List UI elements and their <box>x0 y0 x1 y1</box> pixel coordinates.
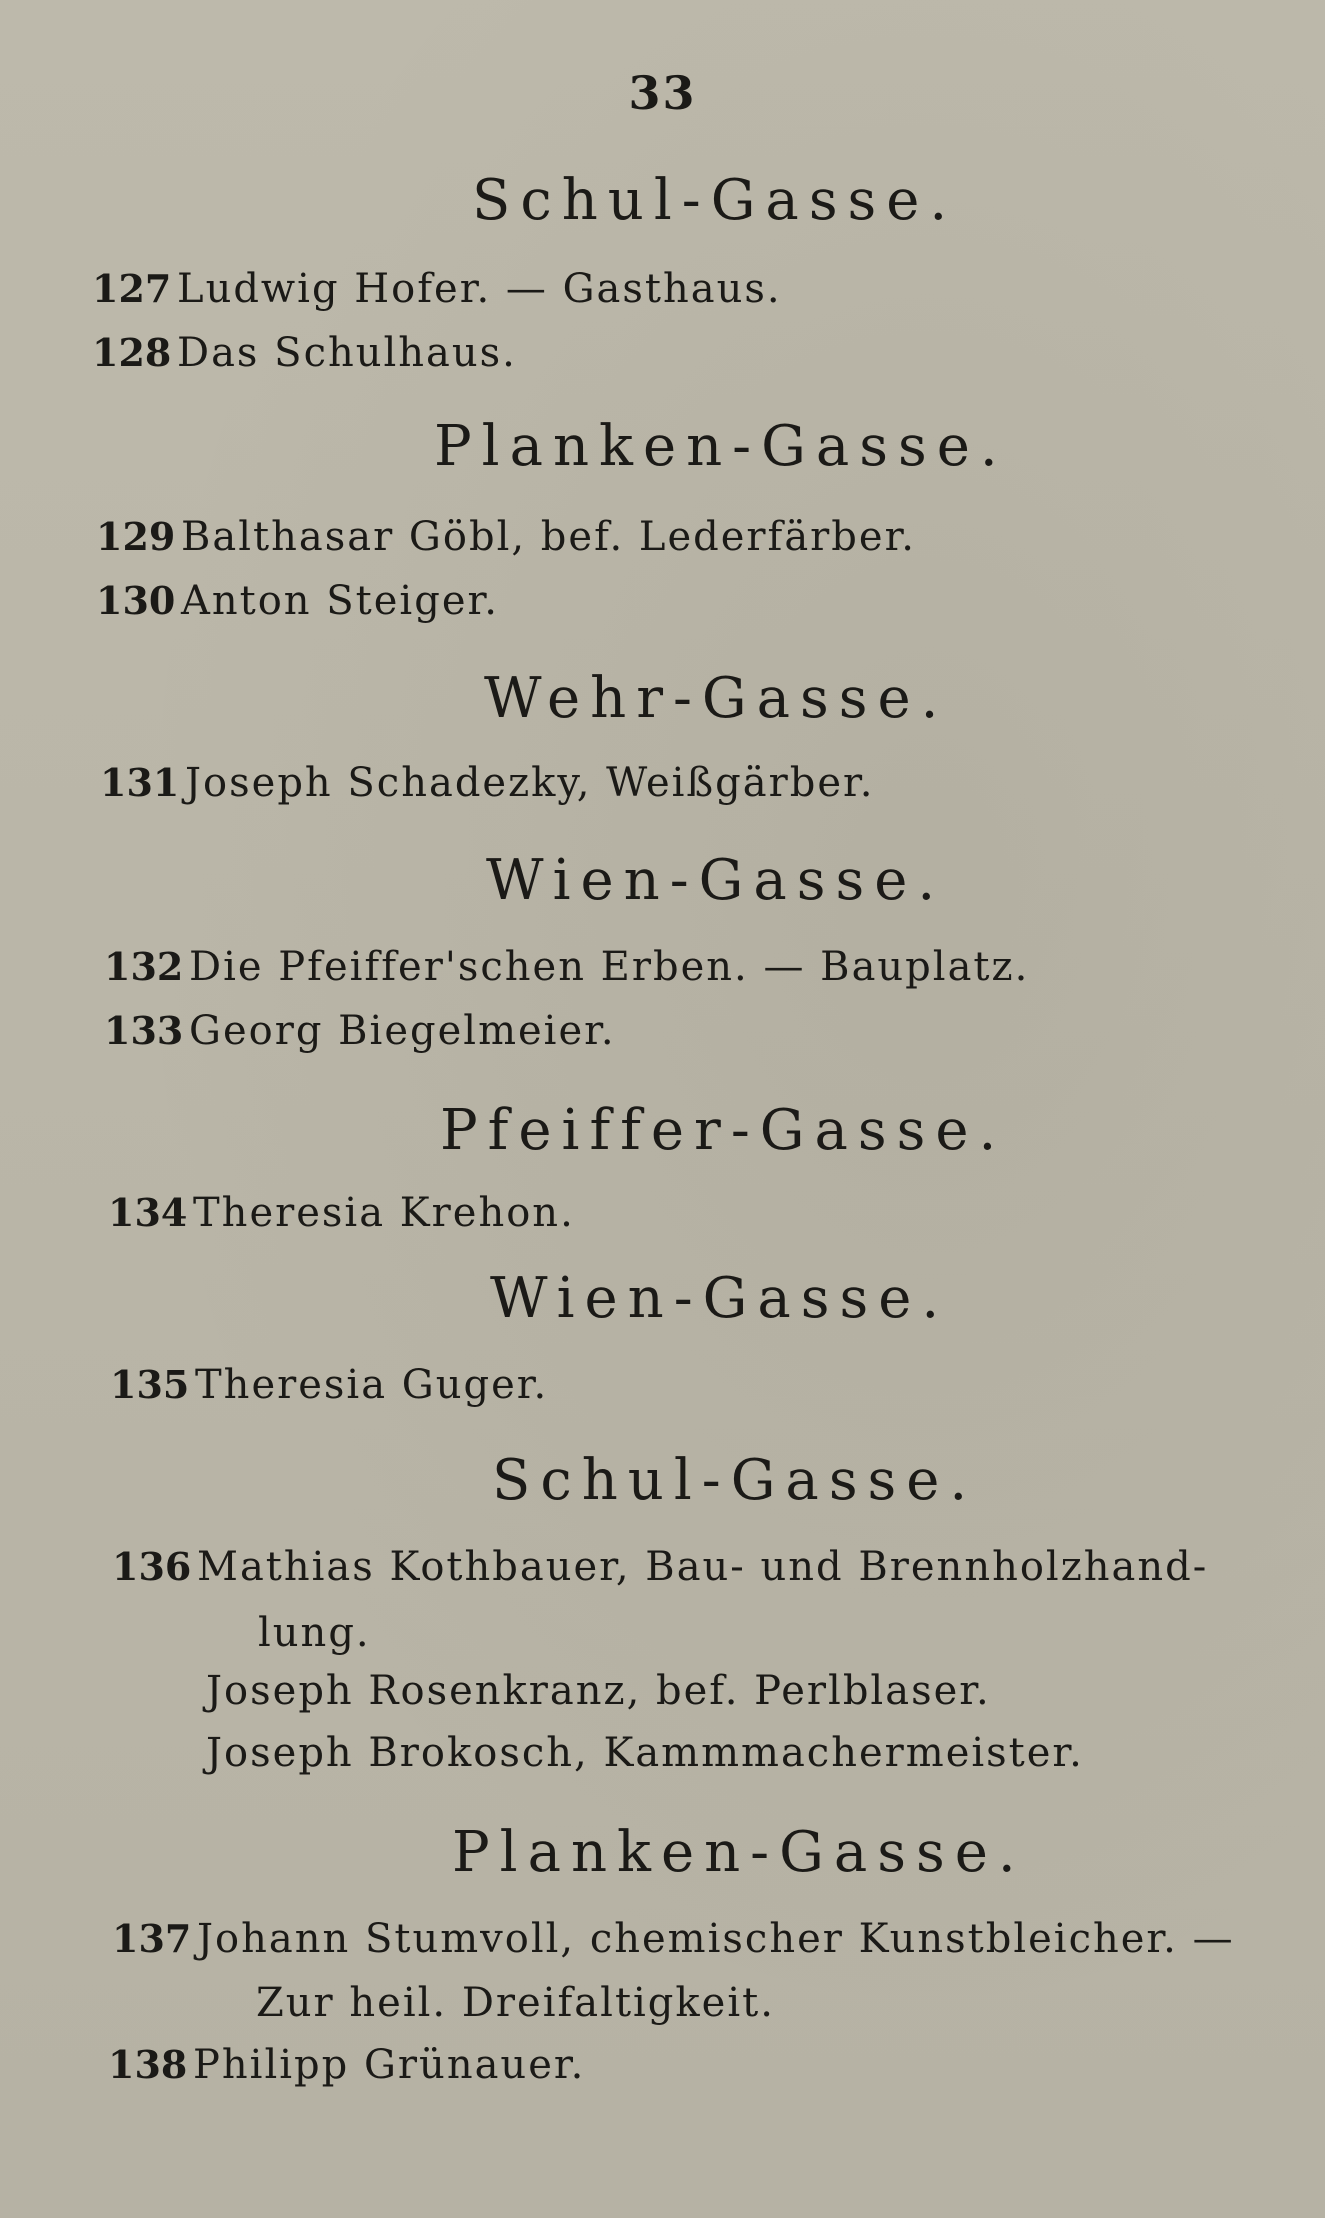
entry-continuation: Joseph Brokosch, Kammmachermeister. <box>206 1730 1084 1776</box>
entry-line <box>92 330 517 376</box>
section-heading: Wien-Gasse. <box>486 848 946 913</box>
entry-text: Anton Steiger. <box>181 578 499 624</box>
entry-line <box>104 944 1029 990</box>
entry-continuation: Zur heil. Dreifaltigkeit. <box>256 1980 775 2026</box>
entry-text: Joseph Schadezky, Weißgärber. <box>185 760 875 806</box>
entry-text: Balthasar Göbl, bef. Lederfärber. <box>181 514 917 560</box>
entry-text: Philipp Grünauer. <box>193 2042 586 2088</box>
entry-line <box>104 1008 616 1054</box>
page-number: 33 <box>628 66 697 120</box>
house-number: 132 <box>104 944 184 989</box>
house-number: 135 <box>110 1362 190 1407</box>
house-number: 129 <box>96 514 176 559</box>
entry-line <box>108 2042 585 2088</box>
entry-continuation: Joseph Rosenkranz, bef. Perlblaser. <box>206 1668 991 1714</box>
section-heading: Planken-Gasse. <box>452 1820 1026 1885</box>
house-number: 130 <box>96 578 176 623</box>
house-number: 137 <box>112 1916 192 1961</box>
entry-line <box>110 1362 548 1408</box>
entry-text: Mathias Kothbauer, Bau- und Brennholzhand- <box>197 1544 1209 1590</box>
house-number: 133 <box>104 1008 184 1053</box>
house-number: 131 <box>100 760 180 805</box>
section-heading: Pfeiffer-Gasse. <box>440 1098 1007 1163</box>
entry-line <box>112 1544 1208 1590</box>
entry-text: Georg Biegelmeier. <box>189 1008 616 1054</box>
entry-text: Johann Stumvoll, chemischer Kunstbleicher. — <box>197 1916 1235 1962</box>
entry-text: Theresia Guger. <box>195 1362 549 1408</box>
entry-line <box>96 514 916 560</box>
section-heading: Wien-Gasse. <box>490 1266 950 1331</box>
section-heading: Schul-Gasse. <box>492 1448 978 1513</box>
house-number: 134 <box>108 1190 188 1235</box>
section-heading: Schul-Gasse. <box>472 168 958 233</box>
entry-continuation: lung. <box>258 1610 371 1656</box>
entry-line <box>96 578 499 624</box>
section-heading: Wehr-Gasse. <box>484 666 949 731</box>
entry-line <box>100 760 874 806</box>
house-number: 128 <box>92 330 172 375</box>
house-number: 127 <box>92 266 172 311</box>
entry-text: Die Pfeiffer'schen Erben. — Bauplatz. <box>189 944 1030 990</box>
entry-line <box>112 1916 1235 1962</box>
house-number: 138 <box>108 2042 188 2087</box>
entry-line <box>92 266 782 312</box>
entry-text: Ludwig Hofer. — Gasthaus. <box>177 266 782 312</box>
entry-line <box>108 1190 575 1236</box>
entry-text: Das Schulhaus. <box>177 330 517 376</box>
house-number: 136 <box>112 1544 192 1589</box>
entry-text: Theresia Krehon. <box>193 1190 575 1236</box>
section-heading: Planken-Gasse. <box>434 414 1008 479</box>
